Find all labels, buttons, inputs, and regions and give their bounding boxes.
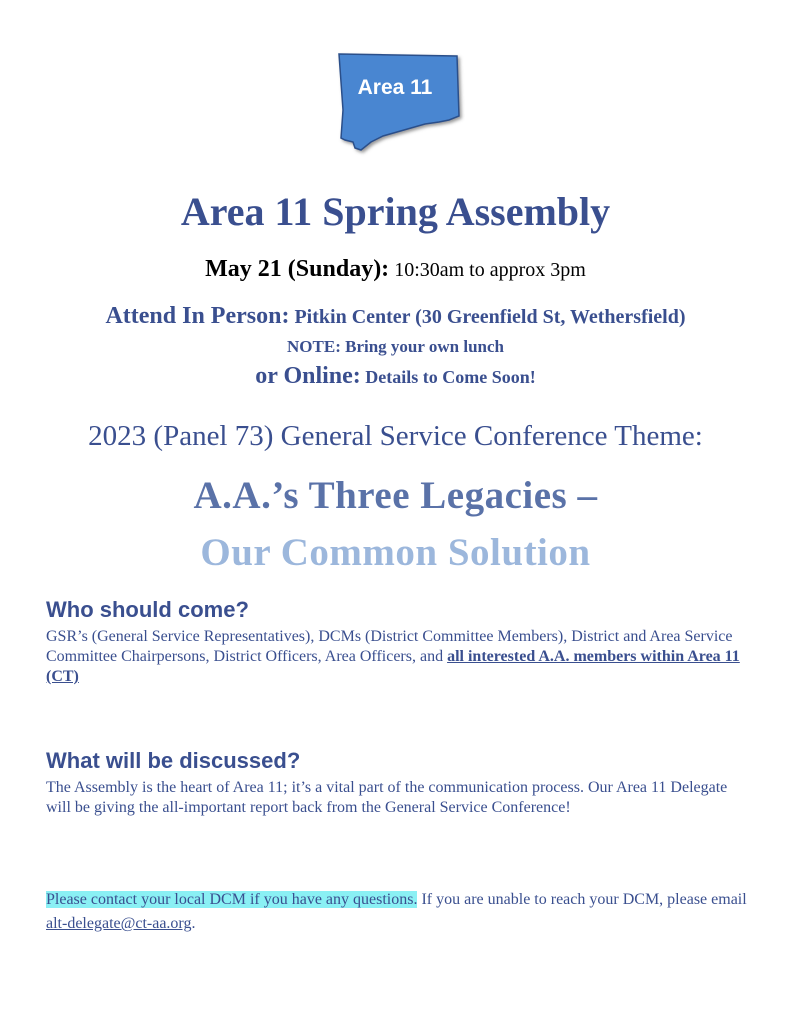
date-line xyxy=(0,256,791,283)
who-heading: Who should come? xyxy=(46,597,249,622)
contact-paragraph xyxy=(46,888,751,936)
area-11-logo xyxy=(325,50,465,160)
page-title: Area 11 Spring Assembly xyxy=(180,189,611,234)
what-section xyxy=(46,748,751,818)
who-body: GSR’s (General Service Representatives), DCMs (District Committee Members), District and Area Service Committee Chairpersons, District Officers, Area Officers, and xyxy=(46,628,733,665)
what-heading: What will be discussed? xyxy=(46,748,301,773)
online-label: or Online: xyxy=(255,363,361,389)
online-details: Details to Come Soon! xyxy=(360,367,536,387)
contact-end: . xyxy=(191,915,196,932)
solution-line: Our Common Solution xyxy=(200,531,591,574)
date-time: 10:30am to approx 3pm xyxy=(389,259,586,281)
what-text: The Assembly is the heart of Area 11; it’s a vital part of the communication process. Our Area 11 Delegate will be giving the all-important report back from the General Service Conference! xyxy=(46,779,728,816)
lunch-note: NOTE: Bring your own lunch xyxy=(287,337,504,356)
who-section xyxy=(46,597,751,687)
attend-location: Pitkin Center (30 Greenfield St, Wethersfield) xyxy=(289,306,686,328)
theme-line: 2023 (Panel 73) General Service Conference Theme: xyxy=(88,420,703,452)
contact-highlight: Please contact your local DCM if you have any questions. xyxy=(46,891,418,908)
attend-line xyxy=(0,303,791,330)
contact-text: If you are unable to reach your DCM, please email xyxy=(417,891,747,908)
logo-text: Area 11 xyxy=(357,76,433,99)
email-link[interactable]: alt-delegate@ct-aa.org xyxy=(46,915,192,932)
attend-label: Attend In Person: xyxy=(105,303,290,329)
who-text xyxy=(46,627,751,687)
legacy-line: A.A.’s Three Legacies – xyxy=(193,474,598,517)
date-label: May 21 (Sunday): xyxy=(205,256,390,282)
who-emphasis: all interested A.A. members within Area 11 (CT) xyxy=(46,648,740,685)
online-line xyxy=(0,363,791,390)
connecticut-map-icon xyxy=(325,50,465,160)
